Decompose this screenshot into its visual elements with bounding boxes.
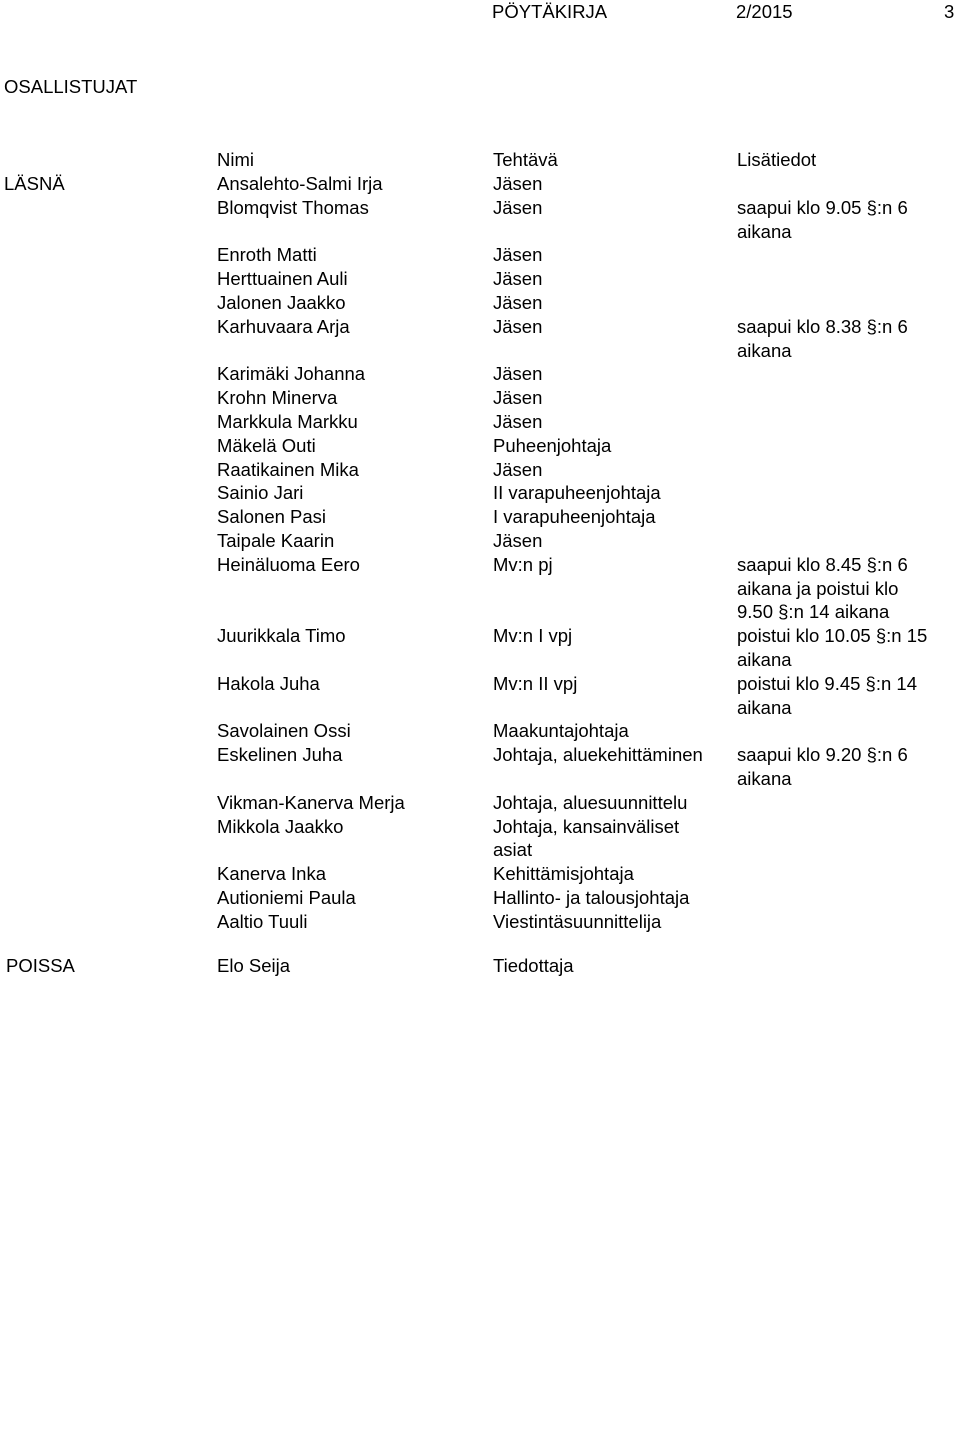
participant-name: Herttuainen Auli [217, 268, 348, 290]
participant-role: Mv:n pj [493, 553, 553, 575]
table-row [0, 172, 960, 196]
participant-name: Salonen Pasi [217, 506, 327, 528]
table-row [0, 315, 960, 363]
absent-list [0, 954, 960, 978]
table-row [0, 529, 960, 553]
table-row [0, 458, 960, 482]
participant-role: Jäsen [493, 529, 543, 551]
column-header-name: Nimi [217, 149, 254, 170]
table-row [0, 743, 960, 791]
table-row [0, 791, 960, 815]
page-header [0, 0, 960, 24]
participant-role: II varapuheenjohtaja [493, 482, 661, 504]
participant-role: Jäsen [493, 363, 543, 385]
table-row [0, 267, 960, 291]
participant-role: Jäsen [493, 173, 543, 194]
participant-name: Karhuvaara Arja [217, 315, 350, 337]
participant-name: Raatikainen Mika [217, 458, 359, 480]
participant-info: poistui klo 10.05 §:n 15 aikana [737, 625, 928, 670]
table-row [0, 243, 960, 267]
participant-info: poistui klo 9.45 §:n 14 aikana [737, 672, 917, 718]
table-row [0, 910, 960, 934]
participant-name: Mäkelä Outi [217, 434, 316, 456]
participant-role: Jäsen [493, 387, 543, 409]
table-row [0, 386, 960, 410]
participant-role: Jäsen [493, 291, 543, 313]
table-row [0, 672, 960, 720]
participant-role: Johtaja, aluekehittäminen [493, 744, 703, 766]
participant-name: Karimäki Johanna [217, 363, 366, 385]
section-title: OSALLISTUJAT [4, 76, 138, 97]
participant-role: Jäsen [493, 315, 543, 337]
participant-name: Markkula Markku [217, 410, 358, 432]
participant-info: saapui klo 9.05 §:n 6 aikana [737, 196, 908, 242]
participant-name: Ansalehto-Salmi Irja [217, 173, 383, 194]
participant-name: Savolainen Ossi [217, 720, 351, 742]
participant-name: Autioniemi Paula [217, 886, 356, 908]
table-row [0, 410, 960, 434]
document-title: PÖYTÄKIRJA [492, 1, 608, 22]
participant-role: Johtaja, aluesuunnittelu [493, 791, 688, 813]
table-row [0, 434, 960, 458]
table-row [0, 505, 960, 529]
table-row [0, 862, 960, 886]
participant-name: Enroth Matti [217, 244, 317, 266]
table-row [0, 886, 960, 910]
document-number: 2/2015 [736, 1, 793, 22]
participant-name: Juurikkala Timo [217, 625, 346, 647]
table-row [0, 481, 960, 505]
column-headers [0, 148, 960, 172]
table-row [0, 815, 960, 863]
participant-name: Sainio Jari [217, 482, 304, 504]
participant-role: Maakuntajohtaja [493, 720, 629, 742]
column-header-role: Tehtävä [493, 149, 558, 170]
participant-role: Johtaja, kansainväliset asiat [493, 815, 680, 861]
participant-role: Puheenjohtaja [493, 434, 612, 456]
participant-role: Jäsen [493, 268, 543, 290]
participant-info: saapui klo 8.45 §:n 6 aikana ja poistui klo 9.50 §:n 14 aikana [737, 553, 908, 623]
participant-name: Eskelinen Juha [217, 744, 343, 766]
participant-name: Jalonen Jaakko [217, 291, 346, 313]
table-row [0, 624, 960, 672]
column-header-info: Lisätiedot [737, 149, 817, 170]
table-row [0, 719, 960, 743]
participant-name: Aaltio Tuuli [217, 910, 308, 932]
participant-info: saapui klo 9.20 §:n 6 aikana [737, 744, 908, 789]
participant-name: Blomqvist Thomas [217, 196, 369, 218]
participant-name: Heinäluoma Eero [217, 553, 360, 575]
participant-name: Taipale Kaarin [217, 529, 335, 551]
table-row [0, 553, 960, 624]
participant-info: saapui klo 8.38 §:n 6 aikana [737, 315, 908, 361]
absent-label: POISSA [6, 955, 75, 976]
participant-name: Hakola Juha [217, 672, 320, 694]
page-number: 3 [944, 1, 955, 22]
participant-role: Tiedottaja [493, 955, 574, 976]
participant-name: Vikman-Kanerva Merja [217, 791, 405, 813]
participant-role: Viestintäsuunnittelija [493, 910, 662, 932]
participant-role: Mv:n I vpj [493, 625, 573, 647]
participant-role: I varapuheenjohtaja [493, 506, 656, 528]
participant-name: Mikkola Jaakko [217, 815, 344, 837]
participant-name: Elo Seija [217, 955, 291, 976]
participant-role: Jäsen [493, 458, 543, 480]
participant-role: Jäsen [493, 196, 543, 218]
participant-role: Jäsen [493, 410, 543, 432]
table-row [0, 291, 960, 315]
present-list [0, 172, 960, 934]
present-label: LÄSNÄ [4, 173, 65, 194]
participant-name: Krohn Minerva [217, 387, 338, 409]
table-row [0, 362, 960, 386]
participant-name: Kanerva Inka [217, 863, 327, 885]
participant-role: Jäsen [493, 244, 543, 266]
participant-role: Hallinto- ja talousjohtaja [493, 886, 690, 908]
participant-role: Mv:n II vpj [493, 672, 578, 694]
table-row [0, 196, 960, 244]
participant-role: Kehittämisjohtaja [493, 863, 634, 885]
